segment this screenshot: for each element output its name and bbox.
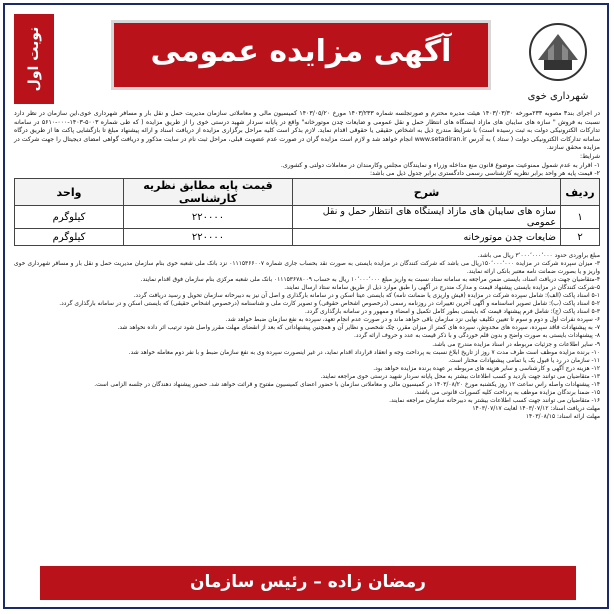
condition-item: ۱۱- سازمان در رد یا قبول یک یا تمامی پیشنهادات مختار است. xyxy=(448,357,600,364)
condition-item: ۱۴- پیشنهادات واصله راس ساعت ۱۲ روز یکشنبه مورخ ۱۴۰۳/۰۸/۲۰ در کمیسیون مالی و معاملاتی سازمان با حضور اعضای کمیسیون مفتوح و قرائت خواهد شد. حضور پیشنهاد دهندگان در جلسه الزامی است. xyxy=(94,381,600,388)
condition-item: ۶- سپرده نفرات اول و دوم و سوم تا تعیین تکلیف نهایی نزد سازمان باقی خواهد ماند و در صورت عدم انجام تعهد، سپرده به نفع سازمان ضبط خواهد شد. xyxy=(225,317,600,324)
intro-point: شرایط: xyxy=(580,152,600,160)
cell-price: ۲۲۰۰۰۰ xyxy=(124,229,293,246)
condition-item: ۹- سایر اطلاعات و جزئیات مربوطه در اسناد مزایده مندرج می باشد. xyxy=(432,341,600,348)
ad-header xyxy=(6,6,606,104)
condition-item: ۵-۳ اسناد پاکت (ج): شامل فرم پیشنهاد قیمت که بایستی بطور کامل تکمیل و امضاء و ممهور و در سامانه بارگذاری گردد. xyxy=(304,309,600,316)
intro-point: ۲- قیمت پایه هر واحد برابر نظریه کارشناسی رسمی دادگستری برابر جدول ذیل می باشد: xyxy=(369,170,600,178)
ad-title: آگهی مزایده عمومی xyxy=(150,34,452,69)
condition-item: ۵-شرکت کنندگان در مزایده بایستی پیشنهاد قیمت و مدارک مندرج در آگهی را طبق موارد ذیل از طریق سامانه ستاد ارسال نمایند. xyxy=(284,285,600,292)
condition-item: مهلت ارائه اسناد: ۱۴۰۳/۰۸/۱۵ xyxy=(525,413,600,420)
col-row: ردیف xyxy=(561,179,600,206)
cell-desc: ضایعات چدن موتورخانه xyxy=(293,229,561,246)
conditions-list xyxy=(14,252,600,552)
condition-item: ۱۶- متقاضیان می توانند جهت کسب اطلاعات بیشتر به دبیرخانه سازمان مراجعه نمایند. xyxy=(389,397,600,404)
signature-text: رمضان زاده – رئیس سازمان xyxy=(190,572,426,592)
condition-item: مهلت دریافت اسناد: ۱۴۰۳/۰۷/۱۲ لغایت ۱۴۰۳/۰۷/۱۷ xyxy=(472,405,600,412)
price-table xyxy=(14,178,600,246)
condition-item: ۱۳- متقاضیان می توانند جهت بازدید و کسب اطلاعات بیشتر به محل پایانه سردار شهید درستی خوی مراجعه نمایند. xyxy=(320,373,600,380)
col-desc: شرح xyxy=(293,179,561,206)
municipality-logo xyxy=(518,20,598,102)
condition-item: ۱۵- ضمنا برندگان مزایده موظف به پرداخت کلیه کسورات قانونی می باشند. xyxy=(414,389,600,396)
cell-unit: کیلوگرم xyxy=(15,206,124,229)
condition-item: ۱۲- هزینه درج آگهی و کارشناسی و سایر هزینه های مربوطه بر عهده برنده مزایده خواهد بود. xyxy=(373,365,600,372)
intro-point: ۱- اقرار به عدم شمول ممنوعیت موضوع قانون منع مداخله وزراء و نمایندگان مجلس وکارمندان در معاملات دولتی و کشوری. xyxy=(280,161,600,169)
cell-row: ۲ xyxy=(561,229,600,246)
nobat-badge xyxy=(14,14,54,104)
condition-item: ۸- پیشنهادات بایستی به صورت واضح و بدون قلم خوردگی و با ذکر قیمت به عدد و حروف ارائه گردد. xyxy=(353,333,600,340)
signature-banner xyxy=(40,566,576,600)
condition-item: ۴-متقاضیان جهت دریافت اسناد، بایستی ضمن مراجعه به سامانه ستاد نسبت به واریز مبلغ ۱۰٬۰۰۰٬۰۰۰ ریال به حساب ۰۱۱۱۵۳۶۷۸۰۰۹ بانک ملی شعبه مرکزی بنام سازمان فوق اقدام نمایند. xyxy=(140,277,600,284)
condition-item: ۱۰- برنده مزایده موظف است ظرف مدت ۷ روز از تاریخ ابلاغ نسبت به پرداخت وجه و انعقاد قرارداد اقدام نماید، در غیر اینصورت سپرده وی به نفع سازمان ضبط و با نفر دوم معامله خواهد شد. xyxy=(128,349,600,356)
table-header-row xyxy=(15,179,600,206)
nobat-label: نوبت اول xyxy=(26,26,42,92)
intro-text xyxy=(14,110,600,179)
col-price: قیمت پایه مطابق نظریه کارشناسی xyxy=(124,179,293,206)
condition-item: ۵-۲ اسناد پاکت (ب): شامل تصویر اساسنامه و آگهی آخرین تغییرات در روزنامه رسمی (درخصوص اشخاص حقوقی) و تصویر کارت ملی و شناسنامه (درخصوص اشخاص حقیقی) که بایستی اسکن و در سامانه بارگذاری گردد. xyxy=(59,301,600,308)
col-unit: واحد xyxy=(15,179,124,206)
cell-unit: کیلوگرم xyxy=(15,229,124,246)
logo-caption: شهرداری خوی xyxy=(527,91,589,102)
cell-price: ۲۲۰۰۰۰ xyxy=(124,206,293,229)
title-banner xyxy=(111,20,491,90)
cell-row: ۱ xyxy=(561,206,600,229)
cell-desc: سازه های سایبان های مازاد ایستگاه های انتظار حمل و نقل عمومی xyxy=(293,206,561,229)
table-row xyxy=(15,206,600,229)
condition-item: ۵-۱ اسناد پاکت (الف): شامل سپرده شرکت در مزایده (فیش واریزی یا ضمانت نامه) که بایستی عینا اسکن و در سامانه بارگذاری و اصل آن نیز به دبیرخانه سازمان تحویل و رسید دریافت گردد. xyxy=(133,293,600,300)
condition-item: مبلغ برآوردی حدود ۳٬۰۰۰٬۰۰۰٬۰۰۰ ریال می باشد. xyxy=(477,253,600,259)
table-row xyxy=(15,229,600,246)
municipality-emblem-icon xyxy=(518,20,598,86)
intro-paragraph: در اجرای بند۳ مصوبه ۲۳۳مورخه ۱۴۰۳/۰۳/۳۰ هیئت مدیره محترم و صورتجلسه شماره ۱۴۰۳/۲۳۳ مورخ ۱۴۰۳/۰۵/۲۰ کمیسیون مالی و معاملاتی سازمان مدیریت حمل و نقل بار و مسافر شهرداری خوی،این سازمان در نظر دارد نسبت به فروش " سازه های سایبان های مازاد ایستگاه های انتظار حمل و نقل عمومی و ضایعات چدن موتورخانه" واقع در پایانه سردار شهید درستی خوی را از طریق مزایده ( که طی شماره ۵۰۰۳-۱۴۰۳-۰۰۰-۵۶۱۰ در سامانه تدارکات الکترونیکی دولت به ثبت رسیده است) با شرایط مندرج ذیل به اشخاص حقیقی یا حقوقی اقدام نماید. لازم بذکر است کلیه مراحل برگزاری مزایده از دریافت اسناد و ارائه پیشنهاد مبلغ تا بازگشایی پاکت ها از طریق درگاه سامانه تدارکات الکترونیکی دولت ( ستاد ) به آدرس www.setadiran.ir انجام خواهد شد و لازم است مزایده گران در صورت عدم عضویت قبلی، مراحل ثبت نام در سایت مذکور و دریافت گواهی امضای دیجیتال را جهت شرکت در مزایده محقق سازند. xyxy=(14,110,600,152)
condition-item: ۷- به پیشنهادات فاقد سپرده، سپرده های مخدوش، سپرده های کمتر از میزان مقرر، چک شخصی و نظایر آن و همچنین پیشنهاداتی که بعد از انقضای مهلت مقرر واصل شود ترتیب اثر داده نخواهد شد. xyxy=(117,325,600,332)
condition-item: ۳- میزان سپرده شرکت در مزایده ۱۵۰٬۰۰۰٬۰۰۰ریال می باشد که شرکت کنندگان در مزایده بایستی به صورت نقد بحساب جاری شماره ۰۱۱۱۵۳۶۶۰۰۷ نزد بانک ملی شعبه خوی بنام سازمان مدیریت حمل و نقل بار و مسافر شهرداری خوی واریز و یا بصورت ضمانت نامه معتبر بانکی ارائه نمایند. xyxy=(14,261,600,276)
